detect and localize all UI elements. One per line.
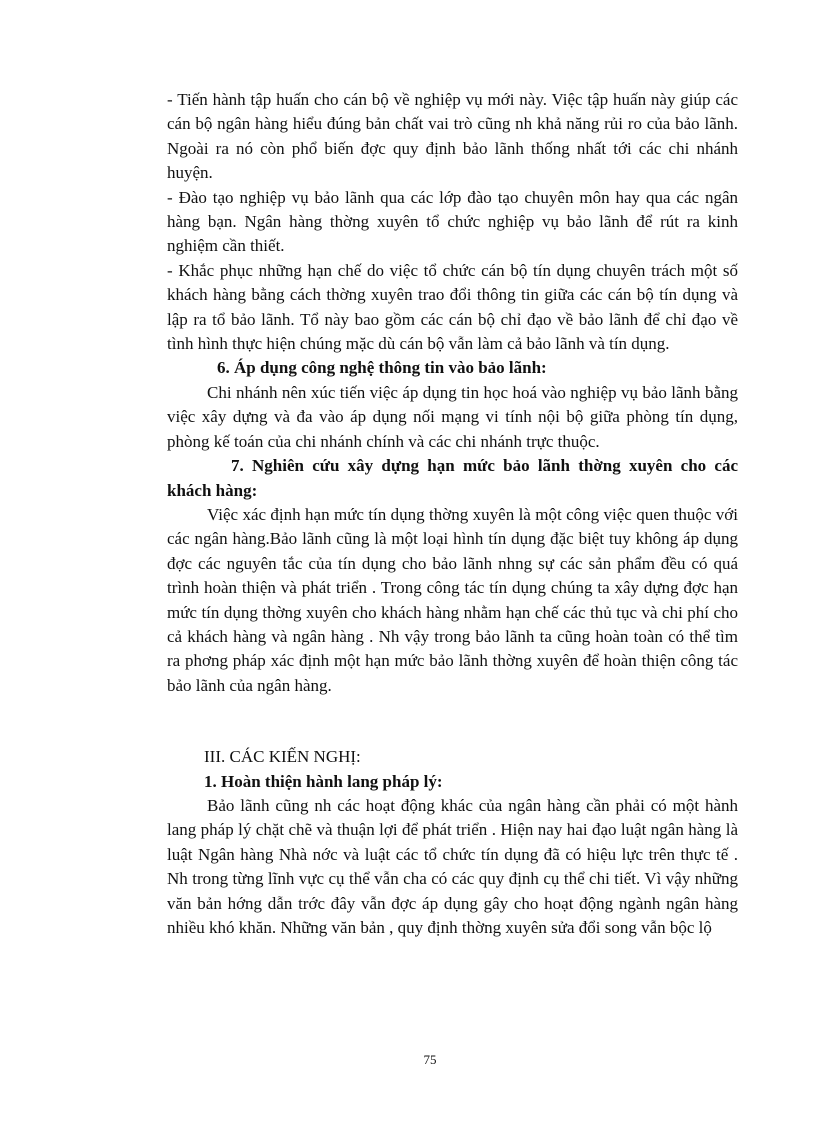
- paragraph-legal-framework: Bảo lãnh cũng nh các hoạt động khác của ngân hàng cần phải có một hành lang pháp lý chặt chẽ và thuận lợi để phát triển . Hiện nay hai đạo luật ngân hàng là luật Ngân hàng Nhà nớc và luật các tổ chức tín dụng đã có hiệu lực trên thực tế . Nh trong từng lĩnh vực cụ thể vẫn cha có các quy định cụ thể chi tiết. Vì vậy những văn bản hớng dẫn trớc đây vẫn đợc áp dụng gây cho hoạt động ngành ngân hàng nhiều khó khăn. Những văn bản , quy định thờng xuyên sửa đổi song vẫn bộc lộ: [167, 795, 738, 937]
- page-number: 75: [423, 1052, 437, 1067]
- paragraph-it-application: Chi nhánh nên xúc tiến việc áp dụng tin học hoá vào nghiệp vụ bảo lãnh bằng việc xây dựng và đa vào áp dụng nối mạng vi tính nội bộ giữa phòng tín dụng, phòng kế toán của chi nhánh chính và các chi nhánh trực thuộc.: [167, 382, 738, 451]
- heading-6: 6. Áp dụng công nghệ thông tin vào bảo lãnh:: [217, 358, 547, 378]
- paragraph-overcome-limits: - Khắc phục những hạn chế do việc tổ chức cán bộ tín dụng chuyên trách một số khách hàng bằng cách thờng xuyên trao đổi thông tin giữa các cán bộ tín dụng và lập ra tổ bảo lãnh. Tổ này bao gồm các cán bộ chỉ đạo về bảo lãnh để chỉ đạo về tình hình thực hiện chúng mặc dù cán bộ vẫn làm cả bảo lãnh và tín dụng.: [167, 260, 738, 354]
- paragraph-guarantee-limit: Việc xác định hạn mức tín dụng thờng xuyên là một công việc quen thuộc với các ngân hàng.Bảo lãnh cũng là một loại hình tín dụng đặc biệt tuy không áp dụng đợc các nguyên tắc của tín dụng cho bảo lãnh nhng sự các sản phẩm đều có quá trình hoàn thiện và phát triển . Trong công tác tín dụng chúng ta xây dựng đợc hạn mức tín dụng thờng xuyên cho khách hàng nhằm hạn chế các thủ tục và chi phí cho cả khách hàng và ngân hàng . Nh vậy trong bảo lãnh ta cũng hoàn toàn có thể tìm ra phơng pháp xác định một hạn mức bảo lãnh thờng xuyên để hoàn thiện công tác bảo lãnh của ngân hàng.: [167, 504, 738, 695]
- document-page: [167, 88, 738, 940]
- paragraph-education: - Đào tạo nghiệp vụ bảo lãnh qua các lớp đào tạo chuyên môn hay qua các ngân hàng bạn. Ngân hàng thờng xuyên tổ chức nghiệp vụ bảo lãnh để rút ra kinh nghiệm cần thiết.: [167, 187, 738, 256]
- section-title-recommendations: III. CÁC KIẾN NGHỊ:: [204, 747, 361, 767]
- section-spacer: [167, 698, 738, 745]
- heading-1: 1. Hoàn thiện hành lang pháp lý:: [204, 771, 443, 791]
- heading-7: 7. Nghiên cứu xây dựng hạn mức bảo lãnh thờng xuyên cho các khách hàng:: [167, 456, 738, 500]
- paragraph-training: - Tiến hành tập huấn cho cán bộ về nghiệp vụ mới này. Việc tập huấn này giúp các cán bộ ngân hàng hiểu đúng bản chất vai trò cũng nh khả năng rủi ro của bảo lãnh. Ngoài ra nó còn phổ biến đợc quy định bảo lãnh thống nhất tới các chi nhánh huyện.: [167, 90, 738, 183]
